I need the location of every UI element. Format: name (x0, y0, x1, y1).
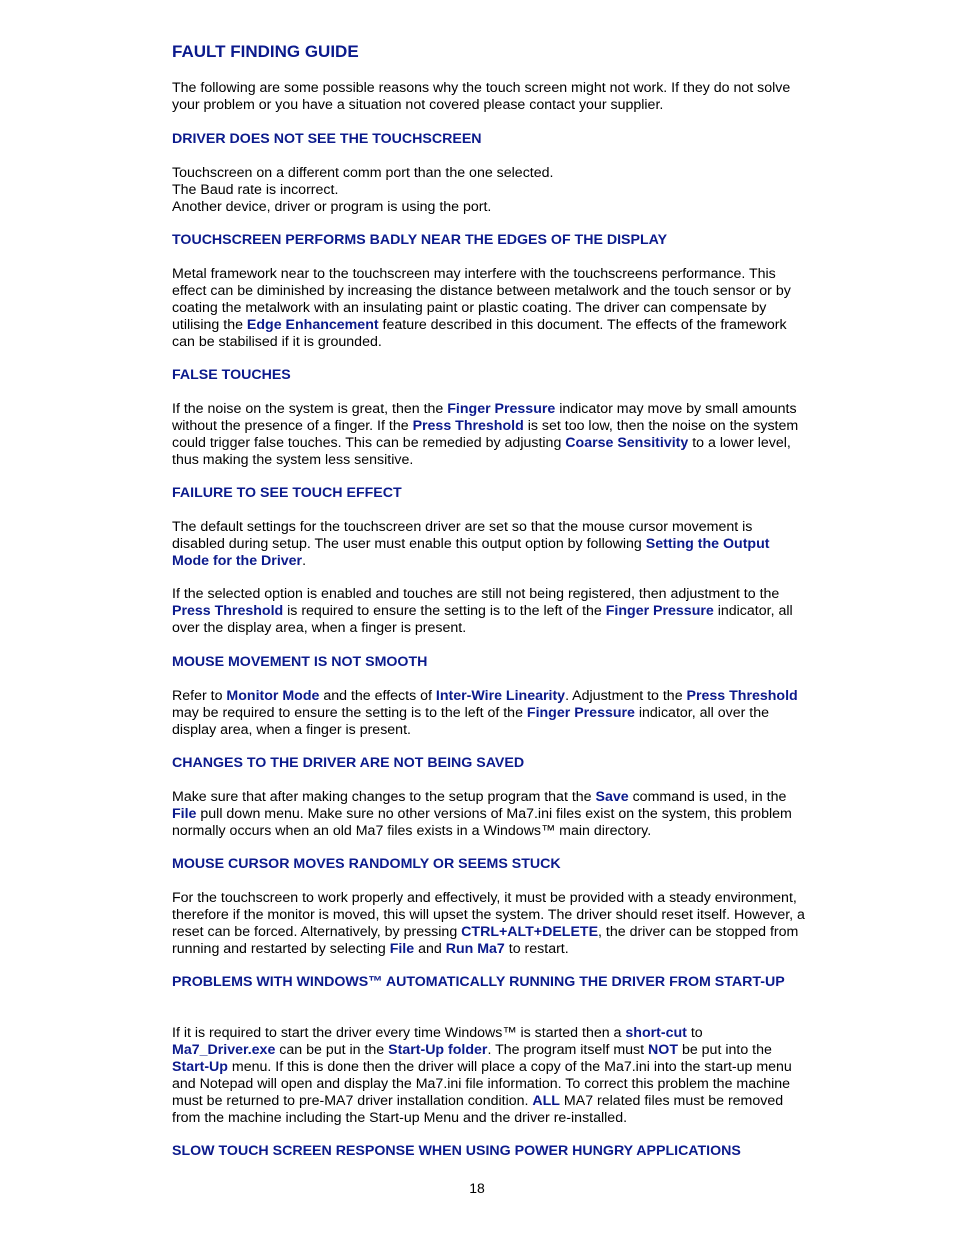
keyword-inter-wire-linearity: Inter-Wire Linearity (435, 688, 566, 704)
section-heading-windows-startup: PROBLEMS WITH WINDOWS™ AUTOMATICALLY RUNNING THE DRIVER FROM START-UP (172, 974, 785, 990)
section-body-failure-touch-effect-1: The default settings for the touchscreen driver are set so that the mouse cursor movement is disabled during setup. The user must enable this output option by following Setting the Output Mode for the Driver. (172, 519, 770, 569)
section-body-changes-not-saved: Make sure that after making changes to the setup program that the Save command is used, in the File pull down menu. Make sure no other versions of Ma7.ini files exist on the system, this problem normally occurs when an old Ma7 files exists in a Windows™ main directory. (172, 789, 792, 839)
section-body-cursor-random: For the touchscreen to work properly and effectively, it must be provided with a steady environment, therefore if the monitor is moved, this will upset the system. The driver should reset itself. However, a reset can be forced. Alternatively, by pressing CTRL+ALT+DELETE, the driver can be stopped from running and restarted by selecting File and Run Ma7 to restart. (172, 890, 805, 957)
section-heading-driver-not-see: DRIVER DOES NOT SEE THE TOUCHSCREEN (172, 131, 482, 147)
keyword-press-threshold: Press Threshold (412, 418, 524, 434)
section-heading-false-touches: FALSE TOUCHES (172, 367, 291, 383)
intro-paragraph: The following are some possible reasons why the touch screen might not work. If they do not solve your problem or you have a situation not covered please contact your supplier. (172, 80, 791, 113)
keyword-press-threshold: Press Threshold (686, 688, 798, 704)
section-heading-cursor-random: MOUSE CURSOR MOVES RANDOMLY OR SEEMS STUCK (172, 856, 561, 872)
section-body-failure-touch-effect-2: If the selected option is enabled and touches are still not being registered, then adjustment to the Press Threshold is required to ensure the setting is to the left of the Finger Pressure indicator, all over the display area, when a finger is present. (172, 586, 793, 636)
keyword-ctrl-alt-delete: CTRL+ALT+DELETE (461, 924, 599, 940)
keyword-save: Save (595, 789, 629, 805)
keyword-short-cut: short-cut (625, 1025, 687, 1041)
reason-line: The Baud rate is incorrect. (172, 182, 339, 198)
keyword-monitor-mode: Monitor Mode (226, 688, 320, 704)
keyword-ma7-driver-exe: Ma7_Driver.exe (172, 1042, 276, 1058)
section-body-mouse-not-smooth: Refer to Monitor Mode and the effects of Inter-Wire Linearity. Adjustment to the Press Threshold may be required to ensure the setting is to the left of the Finger Pressure indicator, all over the display area, when a finger is present. (172, 688, 798, 738)
keyword-press-threshold: Press Threshold (172, 603, 284, 619)
section-heading-failure-touch-effect: FAILURE TO SEE TOUCH EFFECT (172, 485, 402, 501)
keyword-not: NOT (648, 1042, 678, 1058)
keyword-all: ALL (532, 1093, 560, 1109)
section-body-windows-startup: If it is required to start the driver every time Windows™ is started then a short-cut to Ma7_Driver.exe can be put in the Start-Up folder. The program itself must NOT be put into the Start-Up menu. If this is done then the driver will place a copy of the Ma7.ini into the start-up menu and Notepad will open and display the Ma7.ini file information. To correct this problem the machine must be returned to pre-MA7 driver installation condition. ALL MA7 related files must be removed from the machine including the Start-up Menu and the driver re-installed. (172, 1025, 792, 1126)
keyword-setting-output-mode: Setting the Output Mode for the Driver (172, 536, 770, 569)
keyword-start-up: Start-Up (172, 1059, 228, 1075)
reason-line: Another device, driver or program is using the port. (172, 199, 492, 215)
section-heading-mouse-not-smooth: MOUSE MOVEMENT IS NOT SMOOTH (172, 654, 428, 670)
reason-line: Touchscreen on a different comm port than the one selected. (172, 165, 554, 181)
keyword-file: File (389, 941, 415, 957)
keyword-edge-enhancement: Edge Enhancement (246, 317, 379, 333)
section-body-edges: Metal framework near to the touchscreen may interfere with the touchscreens performance. This effect can be diminished by increasing the distance between metalwork and the touch sensor or by coating the metalwork with an insulating paint or plastic coating. The driver can compensate by utilising the Edge Enhancement feature described in this document. The effects of the framework can be stabilised if it is grounded. (172, 266, 791, 350)
keyword-finger-pressure: Finger Pressure (526, 705, 635, 721)
page-title: FAULT FINDING GUIDE (172, 42, 359, 61)
keyword-run-ma7: Run Ma7 (445, 941, 505, 957)
section-body-false-touches: If the noise on the system is great, then the Finger Pressure indicator may move by small amounts without the presence of a finger. If the Press Threshold is set too low, then the noise on the system could trigger false touches. This can be remedied by adjusting Coarse Sensitivity to a lower level, thus making the system less sensitive. (172, 401, 799, 468)
keyword-start-up-folder: Start-Up folder (388, 1042, 488, 1058)
page-number: 18 (469, 1180, 485, 1196)
section-body-driver-not-see (172, 165, 808, 216)
section-heading-changes-not-saved: CHANGES TO THE DRIVER ARE NOT BEING SAVED (172, 755, 525, 771)
keyword-coarse-sensitivity: Coarse Sensitivity (565, 435, 689, 451)
keyword-finger-pressure: Finger Pressure (447, 401, 556, 417)
section-heading-slow-response: SLOW TOUCH SCREEN RESPONSE WHEN USING POWER HUNGRY APPLICATIONS (172, 1143, 741, 1159)
keyword-file: File (172, 806, 197, 822)
keyword-finger-pressure: Finger Pressure (605, 603, 714, 619)
section-heading-edges: TOUCHSCREEN PERFORMS BADLY NEAR THE EDGES OF THE DISPLAY (172, 232, 668, 248)
